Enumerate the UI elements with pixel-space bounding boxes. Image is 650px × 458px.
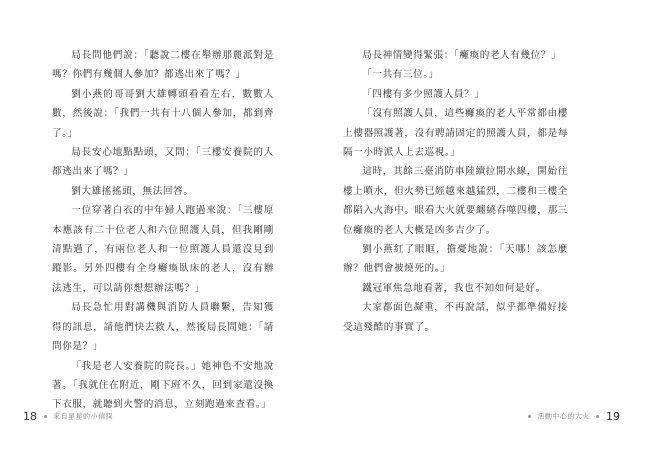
paragraph: 局長急忙用對講機與消防人員聯繫，告知獲得的訊息，請他們快去救人，然後局長問她：「請問你是？」 xyxy=(52,302,274,353)
left-footer xyxy=(23,410,113,423)
bullet-dot-icon xyxy=(596,415,599,418)
page-number: 19 xyxy=(606,410,620,423)
paragraph: 劉小燕紅了眼眶，擔憂地說：「天哪！該怎麼辦？他們會被燒死的。」 xyxy=(343,244,568,275)
paragraph: 「我是老人安養院的院長。」她神色不安地說著。「我就住在附近，剛下班不久，回到家還沒換下衣服，就聽到火警的消息，立刻跑過來查看。」 xyxy=(52,360,274,411)
paragraph: 「沒有照護人員，這些癱瘓的老人平常都由樓上樓器照護著，沒有聘請固定的照護人員，都是每隔一小時派人上去巡視。」 xyxy=(343,108,568,159)
paragraph: 鐵冠軍焦急地看著，我也不知如何是好。 xyxy=(362,282,546,294)
paragraph: 局長神情變得緊張：「癱瘓的老人有幾位？」 xyxy=(362,50,562,61)
running-title: 來自星星的小偵探 xyxy=(53,412,114,421)
right-footer xyxy=(524,410,620,423)
paragraph: 這時，其餘三臺消防車陸續拉開水線，開始往樓上噴水，但火勢已經越來越猛烈，二樓和三樓全都陷入火海中。眼看大火就要纏繞吞噬四樓，那三位癱瘓的老人大概是凶多吉少了。 xyxy=(343,166,568,236)
paragraph: 局長安心地點點頭，又問：「三樓安養院的人都逃出來了嗎？」 xyxy=(52,147,274,178)
bullet-dot-icon xyxy=(44,415,47,418)
bullet-dot-icon xyxy=(528,415,531,418)
right-text-column xyxy=(343,46,568,337)
paragraph: 「一共有三位。」 xyxy=(362,69,439,81)
left-text-column xyxy=(52,46,274,415)
running-title: 活動中心的大火 xyxy=(537,412,590,421)
paragraph: 局長問他們說：「聽說二樓在舉辦那麗派對是嗎？你們有幾個人參加？都逃出來了嗎？」 xyxy=(52,50,274,81)
paragraph: 「四樓有多少照護人員？」 xyxy=(362,88,485,100)
paragraph: 劉小燕的哥哥劉大雄轉頭看看左右，數數人數，然後說：「我們一共有十八個人參加，都到齊了。」 xyxy=(52,88,274,139)
right-page xyxy=(325,0,650,458)
paragraph: 大家都面色凝重，不再說話，似乎都準備好接受這殘酷的事實了。 xyxy=(343,302,568,333)
paragraph: 劉大雄搖搖頭，無法回答。 xyxy=(71,185,194,197)
paragraph: 一位穿著白衣的中年婦人跑過來說：「三樓原本應該有二十位老人和六位照護人員，但我剛剛清點過了，有兩位老人和一位照護人員還沒見到蹤影。另外四樓有全身癱瘓臥床的老人，沒有辦法逃生，可以請你想想辦法嗎？」 xyxy=(52,205,274,294)
page-number: 18 xyxy=(23,410,37,423)
